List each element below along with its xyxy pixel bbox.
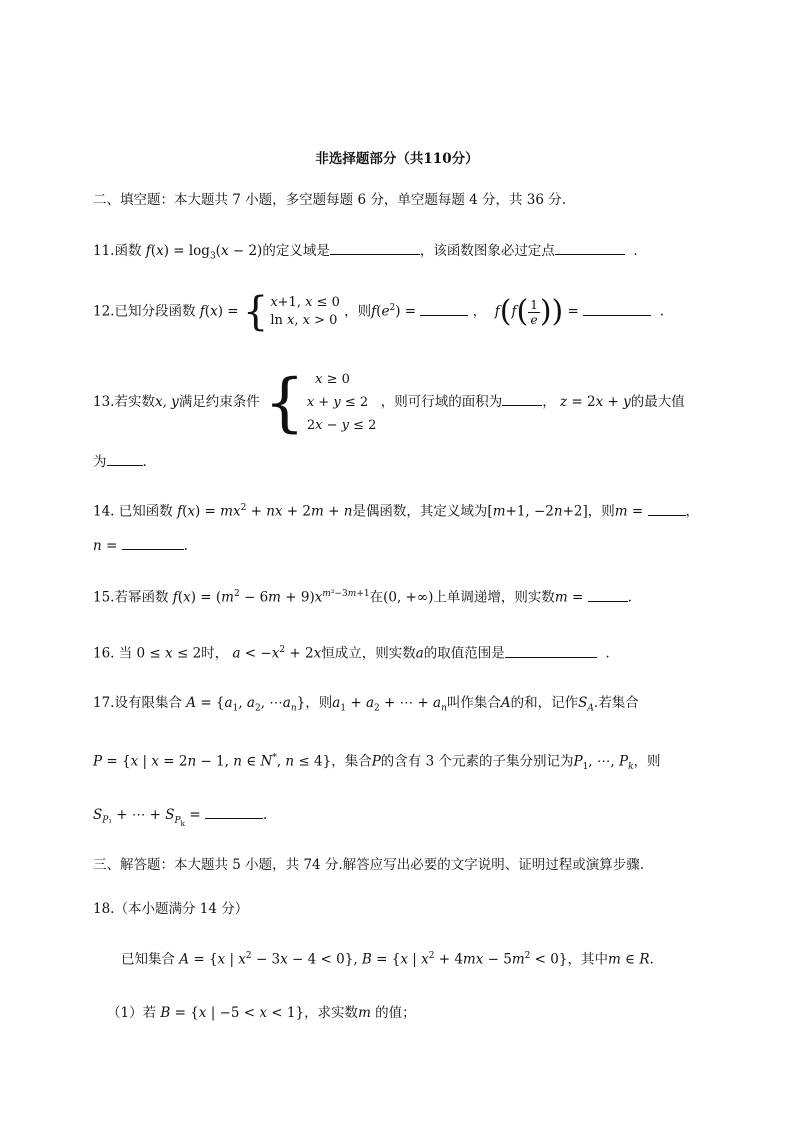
answer-blank: [648, 501, 686, 516]
question-18: 18.（本小题满分 14 分）: [93, 901, 249, 917]
answer-blank: [205, 804, 263, 819]
question-11: 11.函数 $f(x) = \log_3(x - 2)$的定义域是 ，该函数图象必过定点 .: [93, 240, 638, 267]
answer-blank: [555, 240, 625, 255]
answer-blank: [588, 587, 628, 602]
answer-blank: [502, 391, 542, 406]
question-13: 13.若实数x, y满足约束条件 { x ≥ 0 x + y ≤ 2 2x − y ≤ 2 ，则可行域的面积为 ， z = 2x + y的最大值: [93, 365, 685, 440]
question-18-part1: （1）若 B = {x | −5 < x < 1}，求实数m 的值；: [107, 1005, 416, 1021]
answer-blank: [330, 240, 420, 255]
question-17: 17.设有限集合 $A = \{a_1$, $a_2$, $\cdots a_n$}，则$a_1 + a_2$ + ⋯ + $a_n$叫作集合A的和，记作$S_A$.若集合: [93, 695, 639, 714]
answer-blank: [122, 535, 184, 550]
question-18-body: 已知集合 A = {x | $x^2 - 3x - 4 < 0$}, B = {x | $x^2 + 4mx - 5m^2 < 0$}，其中m ∈ R.: [121, 951, 654, 968]
answer-blank: [420, 301, 468, 316]
question-17-line2: P = {x | x = 2n − 1, n ∈ N*, n ≤ 4}，集合P的含有 3 个元素的子集分别记为$P_1$, ⋯, $P_k$，则: [93, 753, 661, 773]
part2-header: 二、填空题：本大题共 7 小题，多空题每题 6 分，单空题每题 4 分，共 36 分.: [93, 192, 567, 208]
question-15: 15.若幂函数 $f(x) = (m^2 - 6m + 9)x^{m^2-3m+1}$在(0, +∞)上单调递增，则实数m = .: [93, 584, 632, 608]
answer-blank: [505, 643, 597, 658]
question-13-line2: 为 .: [93, 451, 147, 472]
part3-header: 三、解答题：本大题共 5 小题，共 74 分.解答应写出必要的文字说明、证明过程或演算步骤.: [93, 857, 645, 873]
question-17-line3: $S_{P_1}$ + ⋯ + $S_{P_k}$ = .: [93, 804, 267, 833]
question-14: 14. 已知函数 $f(x) = mx^2$ + nx + 2m + n是偶函数，其定义域为[m+1, −2n+2]，则m = ，: [93, 498, 699, 522]
question-16: 16. 当 0 ≤ x ≤ 2时， $a < -x^2 + 2x$恒成立，则实数a的取值范围是 .: [93, 640, 610, 664]
question-14-line2: n = .: [93, 535, 188, 556]
answer-blank: [107, 451, 143, 466]
section-title: 非选择题部分（共110分）: [315, 151, 479, 167]
answer-blank: [583, 301, 651, 316]
question-12: 12.已知分段函数 f(x) = { x+1, x ≤ 0 ln x, x > 0 ，则$f(e^2)$ = ， f(f( $\frac{1}{e}$ )) = .: [93, 289, 665, 335]
